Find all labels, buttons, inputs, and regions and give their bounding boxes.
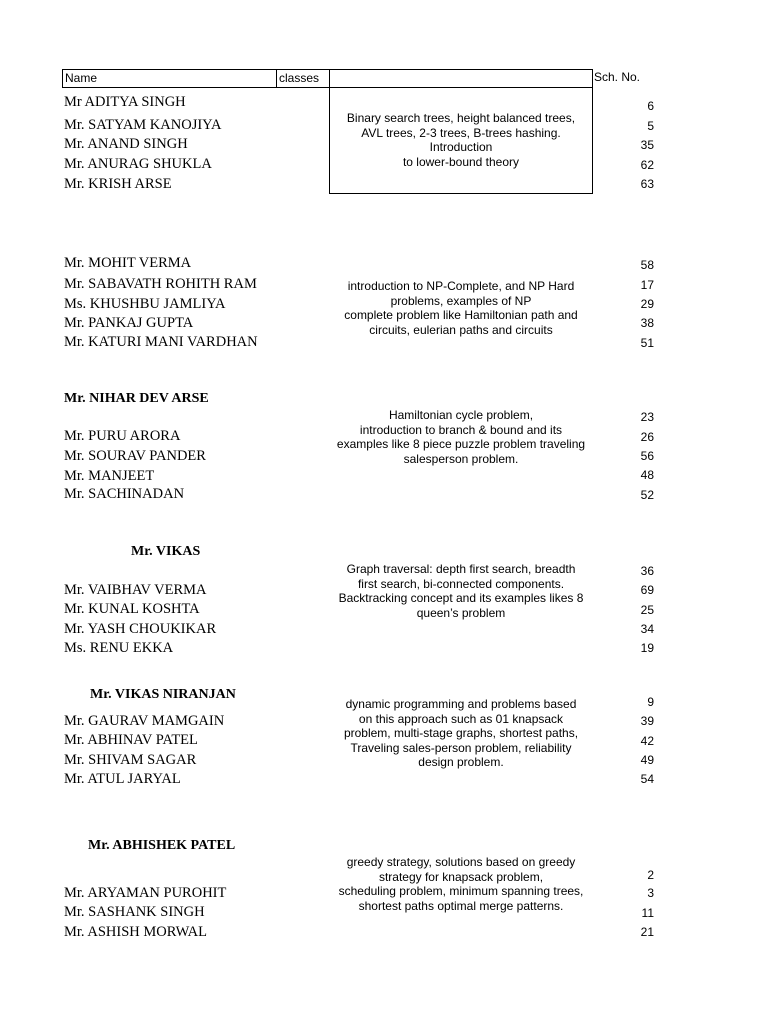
topic-description (330, 697, 592, 770)
member-name: Mr. ANAND SINGH (64, 136, 188, 152)
sch-number: 58 (640, 258, 654, 272)
sch-number: 52 (640, 488, 654, 502)
topic-line: queen’s problem (416, 605, 506, 620)
sch-number: 49 (640, 753, 654, 767)
header-classes-label: classes (279, 71, 320, 85)
member-name: Mr. KRISH ARSE (64, 176, 172, 192)
sch-number: 11 (641, 906, 654, 920)
header-topic-cell (329, 69, 593, 88)
topic-line: circuits, eulerian paths and circuits (369, 322, 553, 337)
topic-line: Binary search trees, height balanced trees, (346, 111, 576, 125)
topic-description (330, 408, 592, 466)
sch-number: 35 (640, 138, 654, 152)
sch-number: 42 (640, 734, 654, 748)
topic-line: Backtracking concept and its examples likes 8 (338, 591, 584, 606)
topic-line: Introduction (429, 140, 493, 155)
header-name-label: Name (65, 71, 98, 85)
topic-line: to lower-bound theory (402, 154, 520, 169)
member-name: Mr. SACHINADAN (64, 486, 185, 502)
sch-number: 62 (640, 158, 654, 172)
header-sch-label: Sch. No. (594, 70, 641, 84)
member-name: Mr. MOHIT VERMA (64, 255, 192, 271)
topic-line: introduction to NP-Complete, and NP Hard (347, 279, 575, 293)
member-name: Mr. SABAVATH ROHITH RAM (64, 276, 257, 292)
topic-line: first search, bi-connected components. (357, 576, 565, 591)
member-name: Mr. VAIBHAV VERMA (64, 582, 207, 598)
sch-number: 63 (640, 177, 654, 191)
member-name: Mr. GAURAV MAMGAIN (64, 713, 225, 729)
topic-line: problems, examples of NP (390, 293, 532, 308)
member-name: Mr. ABHINAV PATEL (64, 732, 198, 748)
topic-line: problem, multi-stage graphs, shortest paths, (343, 726, 579, 741)
sch-number: 6 (647, 99, 654, 113)
topic-line: salesperson problem. (403, 451, 519, 466)
topic-line: strategy for knapsack problem, (378, 869, 544, 884)
member-name: Mr. MANJEET (64, 468, 155, 484)
sch-number: 29 (640, 297, 654, 311)
topic-line: on this approach such as 01 knapsack (358, 711, 564, 726)
group-lead-name: Mr. VIKAS (131, 544, 201, 559)
member-name: Mr. KATURI MANI VARDHAN (64, 334, 258, 350)
topic-line: design problem. (418, 755, 504, 770)
sch-number: 3 (647, 886, 654, 900)
topic-description (330, 855, 592, 913)
sch-number: 23 (640, 410, 654, 424)
sch-number: 26 (640, 430, 654, 444)
sch-number: 36 (640, 564, 654, 578)
topic-line: complete problem like Hamiltonian path and (344, 308, 578, 323)
member-name: Mr ADITYA SINGH (64, 94, 186, 110)
sch-number: 9 (647, 695, 654, 709)
topic-line: Graph traversal: depth first search, breadth (346, 562, 576, 576)
member-name: Mr. PANKAJ GUPTA (64, 315, 194, 331)
member-name: Mr. SOURAV PANDER (64, 448, 206, 464)
sch-number: 34 (640, 622, 654, 636)
sch-number: 48 (640, 468, 654, 482)
sch-number: 56 (640, 449, 654, 463)
sch-number: 38 (640, 316, 654, 330)
member-name: Mr. ASHISH MORWAL (64, 924, 208, 940)
group-lead-name: Mr. VIKAS NIRANJAN (90, 687, 236, 702)
header-classes-cell (276, 69, 330, 88)
member-name: Mr. ATUL JARYAL (64, 771, 181, 787)
sch-number: 39 (640, 714, 654, 728)
member-name: Mr. ANURAG SHUKLA (64, 156, 212, 172)
sch-number: 54 (640, 772, 654, 786)
sch-number: 5 (647, 119, 654, 133)
topic-line: Traveling sales-person problem, reliability (350, 740, 572, 755)
sch-number: 51 (640, 336, 654, 350)
member-name: Mr. YASH CHOUKIKAR (64, 621, 217, 637)
sch-number: 2 (647, 868, 654, 882)
sch-number: 21 (640, 925, 654, 939)
member-name: Mr. SHIVAM SAGAR (64, 752, 197, 768)
sch-number: 69 (640, 583, 654, 597)
topic-line: scheduling problem, minimum spanning trees, (338, 884, 584, 899)
topic-description (330, 562, 592, 620)
topic-line: introduction to branch & bound and its (359, 422, 563, 437)
topic-line: dynamic programming and problems based (345, 697, 577, 711)
topic-line: AVL trees, 2-3 trees, B-trees hashing. (361, 125, 561, 140)
topic-line: examples like 8 piece puzzle problem traveling (336, 437, 586, 452)
member-name: Mr. ARYAMAN PUROHIT (64, 885, 227, 901)
group-lead-name: Mr. NIHAR DEV ARSE (64, 391, 209, 406)
member-name: Mr. PURU ARORA (64, 428, 181, 444)
member-name: Ms. RENU EKKA (64, 640, 174, 656)
sch-number: 25 (640, 603, 654, 617)
topic-line: greedy strategy, solutions based on greedy (346, 855, 576, 869)
sch-number: 17 (640, 278, 654, 292)
member-name: Ms. KHUSHBU JAMLIYA (64, 296, 226, 312)
member-name: Mr. SATYAM KANOJIYA (64, 117, 222, 133)
member-name: Mr. KUNAL KOSHTA (64, 601, 200, 617)
topic-line: Hamiltonian cycle problem, (388, 408, 534, 422)
topic-line: shortest paths optimal merge patterns. (358, 898, 564, 913)
group-lead-name: Mr. ABHISHEK PATEL (88, 838, 236, 853)
header-name-cell (62, 69, 277, 88)
sch-number: 19 (640, 641, 654, 655)
topic-description (330, 279, 592, 337)
topic-description (330, 111, 592, 169)
member-name: Mr. SASHANK SINGH (64, 904, 205, 920)
